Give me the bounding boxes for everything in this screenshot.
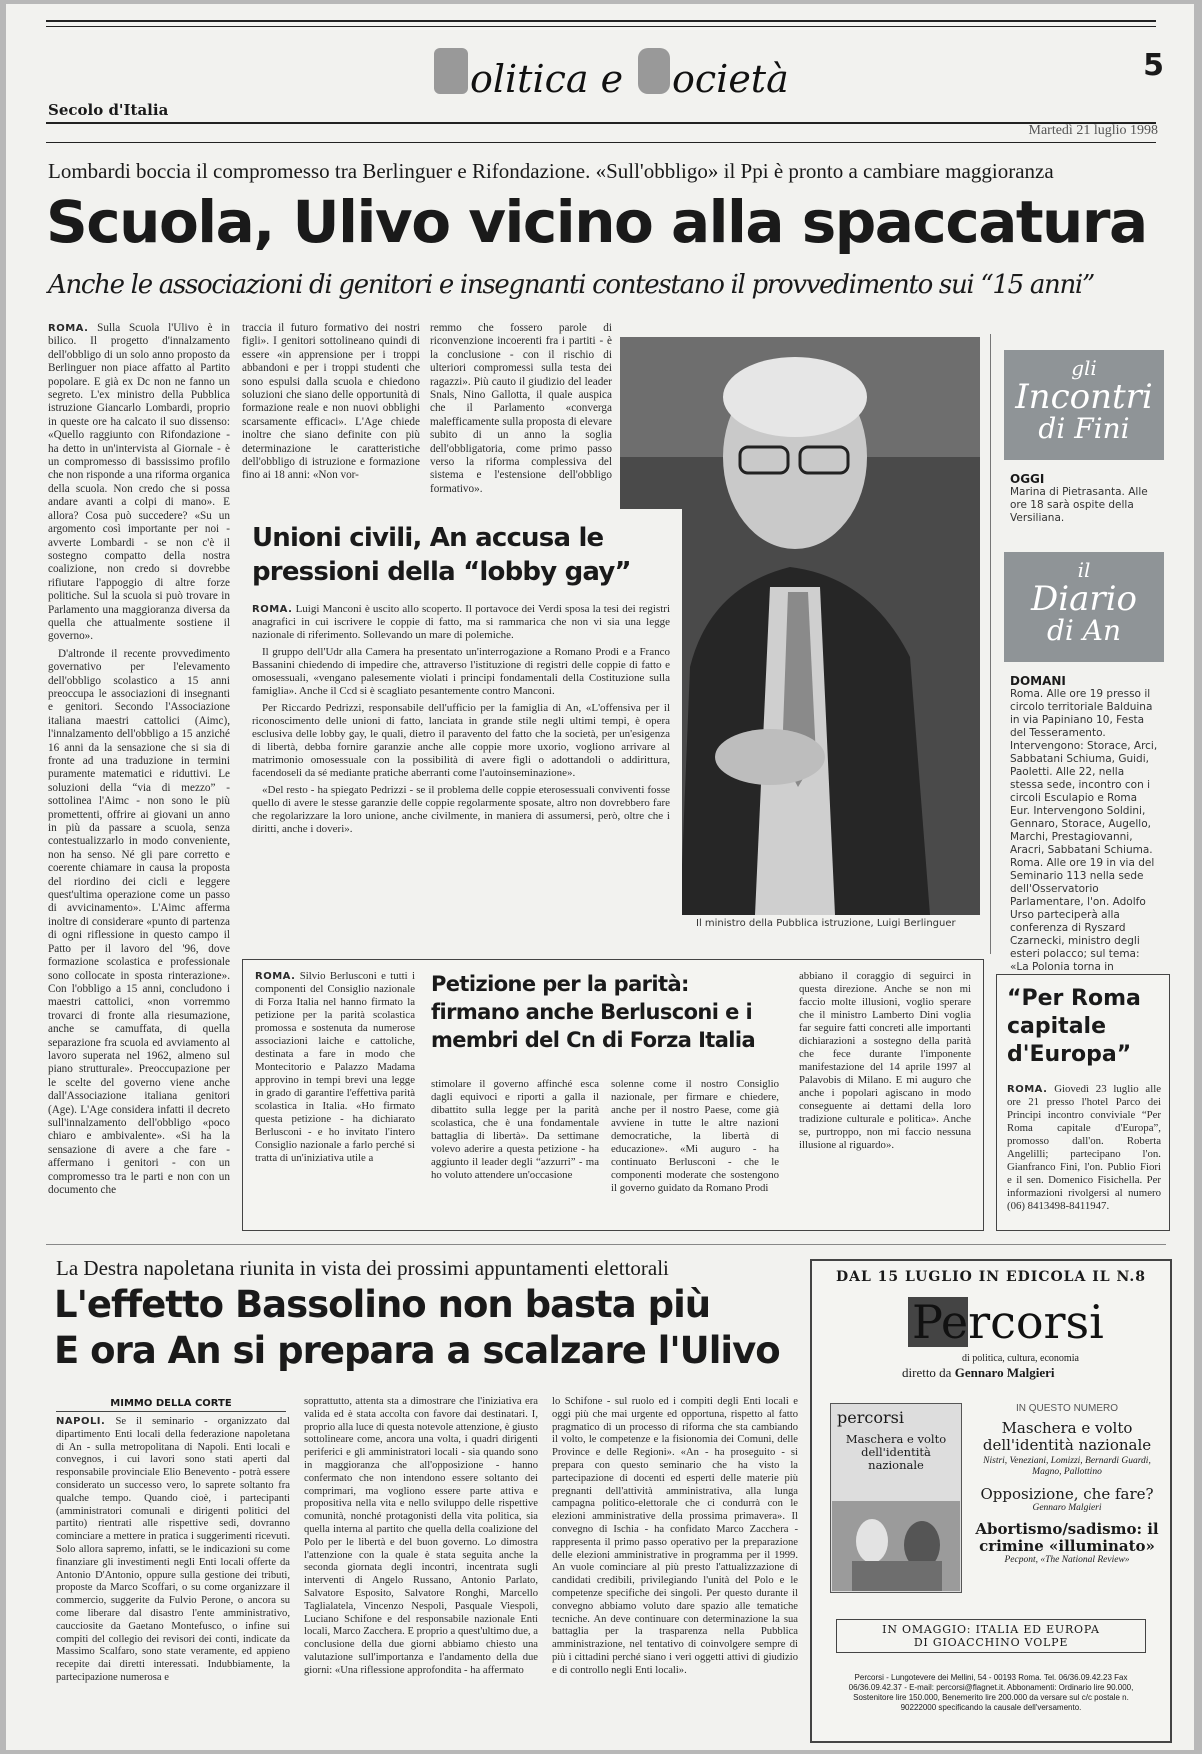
percorsi-banner: DAL 15 LUGLIO IN EDICOLA IL N.8 xyxy=(835,1269,1147,1285)
petizione-col1: ROMA. Silvio Berlusconi e tutti i componenti del Consiglio nazionale di Forza Italia nel hanno firmato la petizione per la parità scolastica promossa e sostenuta da numerose associazioni laiche e cattoliche, destinata a fare in modo che Montecitorio e Palazzo Madama approvino in tempi brevi una legge in grado di garantire l'effettiva parità scolastica in Italia. «Ho firmato questa petizione - ha dichiarato Berlusconi - e ho invitato l'intero Consiglio nazionale a farlo perché si tratta di un'iniziativa utile a xyxy=(255,970,415,1164)
sidebar-rule xyxy=(990,334,991,954)
main-story-col2: traccia il futuro formativo dei nostri figli». I genitori sottolineano quindi di essere «in apprensione per i troppi abbandoni e per i troppi studenti che sono espulsi dalla scuola e chiedono soluzioni che siano delle opportunità di formazione reale e non nuovi obblighi scarsamente efficaci». L'Age chiede inoltre che siano definite con più determinazione le caratteristiche dell'obbligo di istruzione e formazione fino ai 18 anni: «Non vor- xyxy=(242,322,420,482)
roma-capitale-headline: “Per Roma capitale d'Europa” xyxy=(1007,986,1141,1067)
cover-illustration xyxy=(832,1501,960,1591)
percorsi-omaggio: IN OMAGGIO: ITALIA ED EUROPA DI GIOACCHINO VOLPE xyxy=(836,1619,1146,1653)
unioni-story xyxy=(242,509,682,929)
percorsi-ad xyxy=(810,1259,1172,1743)
percorsi-title: Percorsi xyxy=(912,1295,1104,1349)
top-rule xyxy=(46,20,1156,22)
cover-headline: Maschera e volto dell'identità nazionale xyxy=(845,1432,947,1472)
napoli-kicker: La Destra napoletana riunita in vista dei prossimi appuntamenti elettorali xyxy=(56,1256,669,1280)
section-title-text xyxy=(14,4,15,5)
top-rule-thin xyxy=(46,26,1156,27)
lower-rule xyxy=(46,1244,1166,1245)
roma-capitale-box xyxy=(996,974,1170,1231)
incontri-text: OGGI Marina di Pietrasanta. Alle ore 18 sarà ospite della Versiliana. xyxy=(1010,472,1148,524)
header-rule xyxy=(46,122,1156,124)
page-number: 5 xyxy=(1143,48,1164,83)
napoli-headline: L'effetto Bassolino non basta più E ora An si prepara a scalzare l'Ulivo xyxy=(54,1283,780,1372)
section-title-art xyxy=(426,34,806,104)
cover-title: percorsi xyxy=(837,1408,904,1427)
section-title xyxy=(426,34,806,104)
main-story-col1: ROMA. Sulla Scuola l'Ulivo è in bilico. Il progetto d'innalzamento dell'obbligo di un solo anno proposto da Berlinguer non piace affatto al Partito popolare. E già ex Dc non ne fanno un segreto. L'ex ministro della Pubblica istruzione Giancarlo Lombardi, proprio in queste ore ha calcato il suo dissenso: «Quello raggiunto con Rifondazione - ha detto in un'intervista al Giornale - è un compromesso di bassissimo profilo che non risponde a una riforma organica della scuola. Non credo che si possa andare avanti a colpi di mano». E allora? Cosa può succedere? «Su un argomento così importante per noi - avverte Lombardi - se non c'è il sostegno compatto della nostra coalizione, non credo si dovrebbe rifiutare l'appoggio di altre forze politiche. Sul la scuola si può trovare in Parlamento una maggioranza diversa da quella che attualmente sostiene il governo». D'altronde il recente provvedimento governativo per l'elevamento dell'obbligo scolastico a 15 anni preoccupa le associazioni di insegnanti e genitori. Secondo l'Associazione italiana maestri cattolici (Aimc), l'innalzamento dell'obbligo a 15 anziché 16 anni da la sensazione che si sia di fronte ad una traduzione in termini puramente matematici e riduttivi. Le soluzioni della “via di mezzo” - sottolinea l'Aimc - non sono le più promettenti, offrire ai giovani un anno in più da passare a scuola, senza contestualizzarlo in modo conveniente, non ha senso. Né gli pare corretto e coerente chiamare in causa la proposta del riordino dei cicli e leggere quest'ultima operazione come un passo di avvicinamento». L'Aimc afferma inoltre di considerare «punto di partenza di ogni riflessione in questo campo il Patto per il lavoro del '96, dove formazione scolastica e professionale sono collocate in sposta rinterazione». Con l'obbligo a 15 anni, concludono i maestri cattolici, «non vorremmo trovarci di fronte alla riesumazione, anche se camuffata, di quella separazione fra scuola ed avviamento al lavoro superata nel 1962, almeno sul piano strutturale». Preoccupazione per le scelte del governo viene anche dall'Associazione italiana genitori (Age). L'Age considera infatti il decreto sull'innalzamento dell'obbligo «poco chiaro e ambivalente». «Si ha la sensazione di avere a che fare - affermano i genitori - con un compromesso tra le parti e non con un documento che xyxy=(48,322,230,1196)
petizione-col4: abbiano il coraggio di seguirci in questa direzione. Anche se non mi faccio molte illusioni, voglio sperare che il ministro Lamberto Dini voglia far seguire fatti concreti alle importanti dichiarazioni a sostegno della parità che fece durante l'imponente manifestazione del 14 aprile 1997 al Palavobis di Milano. E mi auguro che anche i popolari agiscano in modo conseguente ai dettami della loro tradizione culturale e politica». Anche se, purtroppo, non mi faccio nessuna illusione al riguardo». xyxy=(799,970,971,1151)
main-kicker: Lombardi boccia il compromesso tra Berlinguer e Rifondazione. «Sull'obbligo» il Ppi è pronto a cambiare maggioranza xyxy=(48,159,1054,183)
percorsi-contents: IN QUESTO NUMERO Maschera e volto dell'identità nazionale Nistri, Veneziani, Lomizzi, Bernardi Guardi, Magno, Pallottino Opposizione, che fare? Gennaro Malgieri Abortismo/sadismo: il crimine «illuminato» Pecpont, «The National Review» xyxy=(975,1403,1159,1565)
header-rule-2 xyxy=(46,142,1156,143)
roma-capitale-text: ROMA. Giovedì 23 luglio alle ore 21 presso l'hotel Parco dei Principi incontro conviviale “Per Roma capitale d'Europa”, promosso dall'on. Roberta Angelilli; partecipano l'on. Gianfranco Fini, l'on. Publio Fiori e il sen. Domenico Fisichella. Per informazioni rivolgersi al numero (06) 8413498-8411947. xyxy=(1007,1083,1161,1212)
diario-text: DOMANI Roma. Alle ore 19 presso il circolo territoriale Balduina in via Papiniano 10, Festa del Tesseramento. Intervengono: Storace, Arci, Sabbatani Schiuma, Guidi, Paoletti. Alle 22, nella stessa sede, incontro con i circoli Esculapio e Roma Eur. Intervengono Soldini, Gennaro, Storace, Augello, Marchi, Prestagiovanni, Aracri, Sabbatani Schiuma. Roma. Alle ore 19 in via del Seminario 113 nella sede dell'Osservatorio Parlamentare, l'on. Adolfo Urso parteciperà alla conferenza di Ryszard Czarnecki, ministro degli esteri polacco; sul tema: «La Polonia torna in xyxy=(1010,674,1158,973)
petizione-col2: stimolare il governo affinché esca dagli equivoci e riporti a galla il dibattito sulla legge per la parità scolastica, che è una fondamentale battaglia di libertà». Da settimane volevo aderire a questa petizione - ha aggiunto il leader degli “azzurri” - ma ho voluto attendere un'occasione xyxy=(431,1078,599,1181)
incontri-tile: gli Incontri di Fini xyxy=(1004,350,1164,460)
diario-tile: il Diario di An xyxy=(1004,552,1164,662)
newspaper-page xyxy=(6,4,1194,1750)
napoli-col1: NAPOLI. Se il seminario - organizzato dal dipartimento Enti locali della federazione napoletana di An - sulla metropolitana di Napoli. Enti locali e convegnos, i cui lavori sono stati aperti dal responsabile provinciale Elio Benevento - potrà essere considerato un successo vero, lo saprete soltanto fra qualche tempo. Quando cioè, i partecipanti (amministratori comunali e dirigenti politici del partito) rientrati alle rispettive sedi, dovranno cominciare a mettere in pratica i suggerimenti ricevuti. Solo allora sapremo, infatti, se le indicazioni su come finanziare gli investimenti negli Enti locali offerte da Antonio D'Antonio, oppure sulla gestione dei tributi, proposte da Marco Scoffari, o su come organizzare il commercio, suggerite da Fulvio Perone, o ancora su come liberare dal disastro l'ente amministrativo, caucciosite da Gaetano Montefusco, o infine sui compiti del collegio dei revisori dei conti, indicate da Massimo Scalfaro, sono state veramente, ed appieno recepite dai diretti interessati. Indubbiamente, la partecipazione numerosa e xyxy=(56,1416,290,1683)
petizione-headline: Petizione per la parità: firmano anche Berlusconi e i membri del Cn di Forza Italia xyxy=(431,972,756,1052)
issue-date: Martedì 21 luglio 1998 xyxy=(1028,123,1158,138)
dateline: ROMA. xyxy=(48,323,89,334)
petizione-box xyxy=(242,959,984,1231)
main-story-col3: remmo che fossero parole di riconvenzione incoerenti fra i partiti - è la conclusione - con il rischio di ulteriori compromessi sulla testa dei ragazzi». Più cauto il giudizio del leader Snals, Nino Gallotta, il quale auspica che il Parlamento «converga malefficamente sulla proposta di elevare subito di un anno la soglia dell'obbligatoria, come primo passo verso la riforma complessiva del sistema e l'estensione dell'obbligo formativo». xyxy=(430,322,612,495)
unioni-headline: Unioni civili, An accusa le pressioni della “lobby gay” xyxy=(252,523,631,587)
societa-letter-s xyxy=(638,48,670,94)
napoli-byline: MIMMO DELLA CORTE xyxy=(56,1398,286,1412)
percorsi-footer: Percorsi - Lungotevere dei Mellini, 54 - 00193 Roma. Tel. 06/36.09.42.23 Fax 06/36.09.42.37 - E-mail: percorsi@flagnet.it. Abbonamenti: Ordinario lire 90.000, Sostenitore lire 150.000, Benemerito lire 200.000 da versare sul c/c postale n. 90222000 specificando la causale dell'versamento. xyxy=(848,1673,1134,1712)
svg-text:ocietà: ocietà xyxy=(672,57,789,101)
politica-letter-p xyxy=(434,48,468,94)
napoli-col3: lo Schifone - sul ruolo ed i compiti degli Enti locali e oggi più che mai urgente ed opportuna, rispetto al fatto pragmatico di un processo di riforma che sta cambiando il volto, le competenze e la fisionomia dei Comuni, delle Province e delle Regioni». «An - ha proseguito - si prepara con questo seminario che ha visto la partecipazione di docenti ed esperti delle materie più pregnanti dell'attività amministrativa, alla lunga campagna politico-elettorale che ci condurrà con le elezioni amministrative della prossima primavera». Il convegno di Ischia - ha confidato Marco Zacchera - rappresenta il primo passo operativo per la preparazione delle elezioni amministrative in programma per il 1999. An vuole cominciare al più presto l'attualizzazione di candidati credibili, privilegiando l'unità del Polo e le competenze specifiche dei singoli. Per questo durante il convegno abbiamo voluto dare spazio alle tematiche tecniche. An deve continuare con determinazione la sua battaglia per la trasparenza nella Pubblica amministrazione, nel tentativo di coinvolgere sempre di più i cittadini perché siano i veri oggetti attivi di giudizio e di controllo negli Enti locali». xyxy=(552,1396,798,1676)
percorsi-director: diretto da Gennaro Malgieri xyxy=(902,1365,1055,1380)
percorsi-subtitle: di politica, cultura, economia xyxy=(962,1353,1079,1364)
main-headline: Scuola, Ulivo vicino alla spaccatura xyxy=(46,188,1147,256)
svg-text:olitica e: olitica e xyxy=(470,57,624,101)
masthead: Secolo d'Italia xyxy=(48,101,169,119)
petizione-col3: solenne come il nostro Consiglio nazionale, per firmare e chiedere, anche per il nostro Paese, come già avviene in tutte le altre nazioni democratiche, la libertà di educazione». «Mi auguro - ha continuato Berlusconi - che le componenti moderate che sostengono il governo guidato da Romano Prodi xyxy=(611,1078,779,1194)
main-subhead: Anche le associazioni di genitori e insegnanti contestano il provvedimento sui “15 anni” xyxy=(48,270,1094,300)
magazine-cover xyxy=(830,1403,962,1593)
napoli-col2: soprattutto, attenta sta a dimostrare che l'iniziativa era valida ed è stata accolta con favore dai destinatari. I, proprio alla luce di questa notevole attenzione, è giusto sottolineare come, ancora una volta, i quadri dirigenti periferici e gli amministratori locali - sia quando sono in maggioranza che all'opposizione - hanno confermato che non intendono essere soltanto dei comprimari, ma vogliono essere parte attiva e propositiva nella vita e nello sviluppo delle rispettive comunità, nonché protagonisti della vita politica, sia quella interna al partito che quella della coalizione del Polo per le libertà e del buon governo. Lo dimostra l'attenzione con la quale è stata seguita anche la seconda giornata degli incontri, incentrata sugli interventi di Angelo Russano, Antonio Parlato, Salvatore Esposito, Salvatore Ronghi, Marcello Taglialatela, Vincenzo Nespoli, Pasquale Viespoli, Luciano Schifone e del responsabile nazionale Enti locali, Marco Zacchera. E proprio a quest'ultimo due, a conclusione della due giorni abbiamo chiesto una valutazione sull'importanza e l'andamento della due giorni: «Una riflessione approfondita - ha affermato xyxy=(304,1396,538,1676)
unioni-body: ROMA. Luigi Manconi è uscito allo scoperto. Il portavoce dei Verdi sposa la tesi dei registri anagrafici in cui iscrivere le coppie di fatto, ma si rammarica che non vi sia una legge nazionale di riferimento. Sollevando un mare di polemiche. Il gruppo dell'Udr alla Camera ha presentato un'interrogazione a Romano Prodi e a Franco Bassanini chiedendo di impedire che, attraverso l'istituzione di registri delle coppie di fatto e omosessuali, «vengano palesemente violati i principi fondamentali della Costituzione sulla famiglia». Anche il Ccd si è scagliato pesantemente contro Manconi. Per Riccardo Pedrizzi, responsabile dell'ufficio per la famiglia di An, «L'offensiva per il riconoscimento delle unioni di fatto, lanciata in grande stile negli ultimi tempi, è opera esclusiva delle lobby gay, le quali, dietro il paravento del fatto che la società, per un'esigenza di libertà, debba fornire garanzie anche alle coppie more uxorio, vogliono arrivare al matrimonio omosessuale con la possibilità di avere figli o adottandoli o addirittura, facendoseli da sé mediante pratiche aberranti come l'autoinseminazione». «Del resto - ha spiegato Pedrizzi - se il problema delle coppie eterosessuali conviventi fosse quello di avere le stesse garanzie delle coppie regolarmente sposate, altro non dovrebbero fare che regolarizzare la loro unione, anche civilmente, in maniera di assumersi, però, oltre che i diritti, anche i doveri». xyxy=(252,603,671,835)
photo-caption: Il ministro della Pubblica istruzione, Luigi Berlinguer xyxy=(696,918,956,929)
